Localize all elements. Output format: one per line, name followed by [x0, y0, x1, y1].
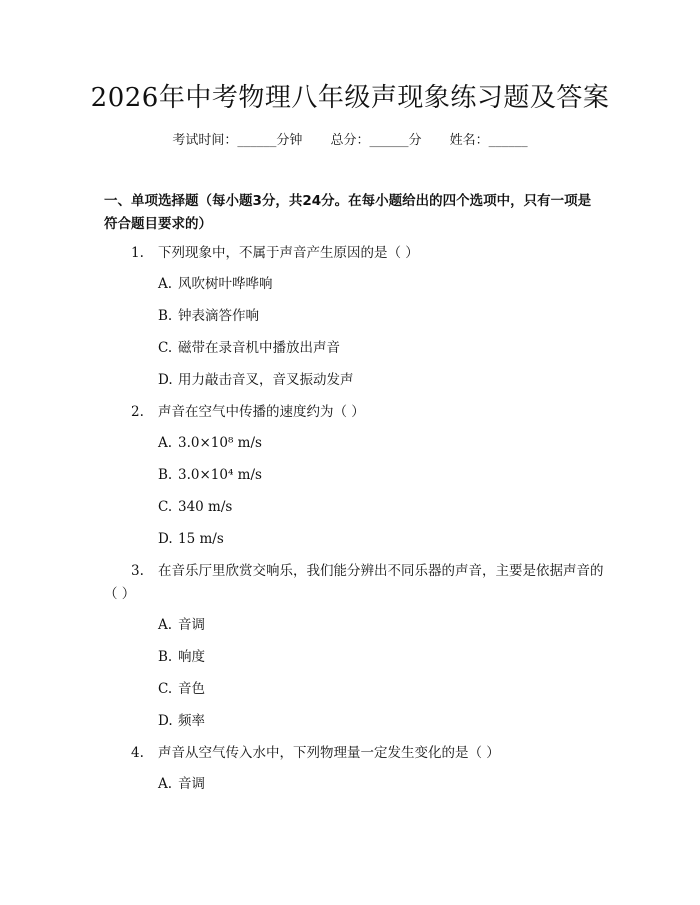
option-3c: [158, 678, 205, 701]
exam-time-field: 考试时间：______分钟: [172, 133, 303, 148]
question-text: 在音乐厅里欣赏交响乐，我们能分辨出不同乐器的声音，主要是依据声音的（ ）: [104, 563, 604, 602]
option-text: 音调: [178, 776, 205, 792]
option-letter: D.: [158, 531, 173, 547]
option-1b: [158, 305, 259, 328]
question-text: 声音在空气中传播的速度约为（ ）: [158, 404, 365, 420]
option-letter: A.: [158, 276, 173, 292]
option-text: 钟表滴答作响: [178, 308, 259, 324]
option-letter: C.: [158, 340, 173, 356]
option-letter: D.: [158, 372, 173, 388]
option-text: 风吹树叶哗哗响: [178, 276, 273, 292]
question-number: 2.: [131, 404, 144, 420]
option-letter: B.: [158, 649, 173, 665]
exam-score-field: 总分：______分: [330, 133, 422, 148]
option-letter: C.: [158, 499, 173, 515]
option-text: 3.0×10⁸ m/s: [178, 435, 262, 451]
option-letter: B.: [158, 467, 173, 483]
student-name-field: 姓名：______: [449, 133, 528, 148]
question-1: [131, 242, 419, 265]
option-letter: A.: [158, 435, 173, 451]
option-text: 响度: [178, 649, 205, 665]
question-3: [104, 560, 604, 606]
option-2a: [158, 432, 262, 455]
option-2b: [158, 464, 262, 487]
page-title: 2026年中考物理八年级声现象练习题及答案: [90, 83, 610, 113]
option-text: 用力敲击音叉，音叉振动发声: [178, 372, 354, 388]
question-number: 4.: [131, 745, 144, 761]
option-1c: [158, 337, 340, 360]
option-letter: D.: [158, 713, 173, 729]
option-text: 3.0×10⁴ m/s: [178, 467, 262, 483]
option-2c: [158, 496, 232, 519]
option-3d: [158, 710, 205, 733]
option-3b: [158, 646, 205, 669]
option-letter: B.: [158, 308, 173, 324]
question-2: [131, 401, 365, 424]
option-text: 磁带在录音机中播放出声音: [178, 340, 340, 356]
option-text: 音调: [178, 617, 205, 633]
option-1d: [158, 369, 354, 392]
option-2d: [158, 528, 224, 551]
option-text: 340 m/s: [178, 499, 233, 515]
exam-info: [0, 131, 700, 151]
question-4: [131, 742, 500, 765]
section-heading: 一、单项选择题（每小题3分，共24分。在每小题给出的四个选项中，只有一项是符合题目要求的）: [104, 193, 592, 232]
option-3a: [158, 614, 205, 637]
option-4a: [158, 773, 205, 796]
question-number: 3.: [131, 563, 144, 579]
option-1a: [158, 273, 273, 296]
question-number: 1.: [131, 245, 144, 261]
question-text: 下列现象中，不属于声音产生原因的是（ ）: [158, 245, 419, 261]
option-text: 音色: [178, 681, 205, 697]
question-text: 声音从空气传入水中，下列物理量一定发生变化的是（ ）: [158, 745, 500, 761]
option-text: 15 m/s: [178, 531, 224, 547]
option-letter: A.: [158, 776, 173, 792]
option-text: 频率: [178, 713, 205, 729]
option-letter: C.: [158, 681, 173, 697]
option-letter: A.: [158, 617, 173, 633]
